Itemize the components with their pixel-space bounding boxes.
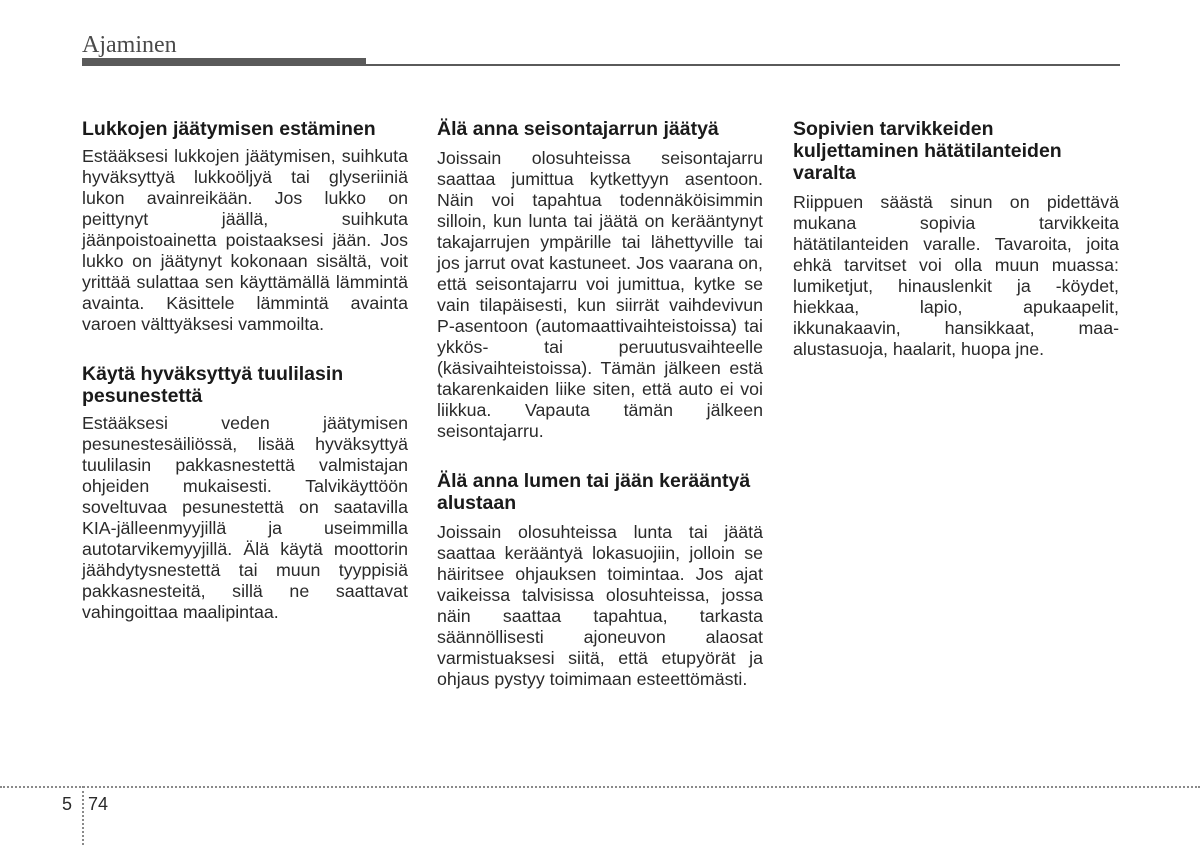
section-body: Joissain olosuhteissa seisontajarru saattaa jumittua kytkettyyn asentoon. Näin voi tapahtua todennäköisimmin silloin, kun lunta tai jäätä on kerääntynyt takajarrujen ympärille tai lähettyville tai jos jarrut ovat kastuneet. Jos vaarana on, että seisontajarru voi jumittua, kytke se vain tilapäisesti, kun siirrät vaihdevivun P-asentoon (automaattivaihteistoissa) tai ykkös- tai peruutusvaihteelle (käsivaihteistoissa). Tämän jälkeen estä takarenkaiden liike siten, että auto ei voi liikkua. Vapauta tämän jälkeen seisontajarru. — [437, 148, 763, 441]
chapter-header-title: Ajaminen — [82, 32, 177, 58]
column-2 — [437, 118, 763, 718]
section-parking-brake — [437, 118, 763, 442]
section-heading: Lukkojen jäätymisen estäminen — [82, 118, 376, 140]
section-washer-fluid — [82, 363, 408, 623]
header-accent-bar — [82, 58, 366, 66]
footer-dotted-rule — [0, 786, 1200, 788]
section-body: Riippuen säästä sinun on pidettävä mukana sopivia tarvikkeita hätätilanteiden varalle. Tavaroita, joita ehkä tarvitset voi olla muun muassa: lumiketjut, hinauslenkit ja -köydet, hiekkaa, lapio, apukaapelit, ikkunakaavin, hansikkaat, maa-alustasuoja, haalarit, huopa jne. — [793, 192, 1119, 359]
section-emergency-supplies — [793, 118, 1119, 360]
footer-dotted-divider — [82, 786, 84, 845]
section-heading: Älä anna lumen tai jään kerääntyä alustaan — [437, 470, 751, 514]
chapter-number: 5 — [62, 794, 73, 814]
section-body: Estääksesi lukkojen jäätymisen, suihkuta hyväksyttyä lukkoöljyä tai glyseriiniä lukon avainreikään. Jos lukko on peittynyt jäällä, suihkuta jäänpoistoainetta poistaaksesi jään. Jos lukko on jäätynyt kokonaan sisältä, voit yrittää sulattaa sen käyttämällä lämmintä avainta. Käsittele lämmintä avainta varoen välttyäksesi vammoilta. — [82, 146, 408, 334]
section-body: Joissain olosuhteissa lunta tai jäätä saattaa kerääntyä lokasuojiin, jolloin se häiritsee ohjauksen toimintaa. Jos ajat vaikeissa talvisissa olosuhteissa, jossa näin saattaa tapahtua, tarkasta säännöllisesti ajoneuvon alaosat varmistuaksesi siitä, että etupyörät ja ohjaus pystyy toimimaan esteettömästi. — [437, 522, 763, 689]
section-heading: Sopivien tarvikkeiden kuljettaminen hätätilanteiden varalta — [793, 118, 1062, 184]
column-3 — [793, 118, 1119, 388]
section-heading: Käytä hyväksyttyä tuulilasin pesunestettä — [82, 363, 344, 407]
section-heading: Älä anna seisontajarrun jäätyä — [437, 118, 719, 140]
section-lock-freeze — [82, 118, 408, 335]
header-rule — [366, 64, 1120, 66]
column-1 — [82, 118, 408, 651]
section-snow-ice-underbody — [437, 470, 763, 690]
page-number: 74 — [88, 794, 109, 814]
section-body: Estääksesi veden jäätymisen pesunestesäiliössä, lisää hyväksyttyä tuulilasin pakkasnestettä valmistajan ohjeiden mukaisesti. Talvikäyttöön soveltuvaa pesunestettä on saatavilla KIA-jälleenmyyjillä ja useimmilla autotarvikemyyjillä. Älä käytä moottorin jäähdytysnestettä tai muun tyyppisiä pakkasnesteitä, sillä ne saattavat vahingoittaa maalipintaa. — [82, 413, 408, 622]
